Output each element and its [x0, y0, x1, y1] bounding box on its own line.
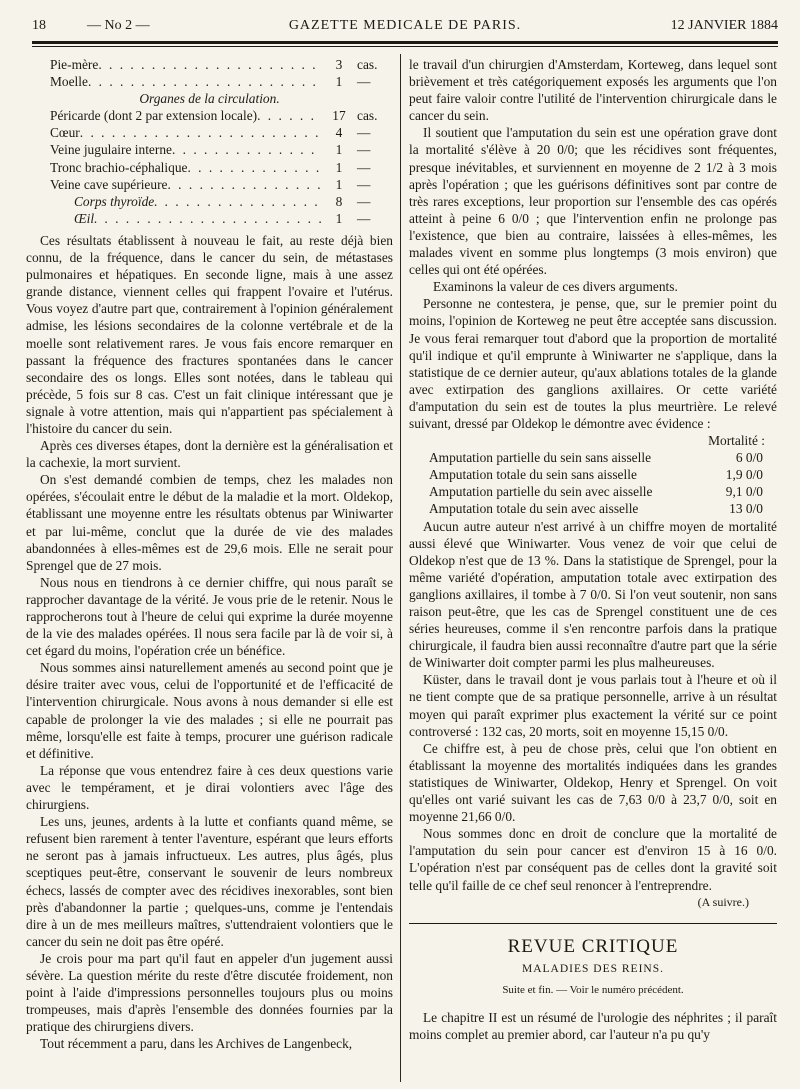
stats-row: Œil . . . 1 — — [26, 210, 393, 227]
issue-date: 12 JANVIER 1884 — [670, 18, 778, 33]
metastasis-table — [26, 56, 393, 227]
mortality-heading: Mortalité : — [708, 433, 765, 449]
stats-row: Corps thyroïde . . . 8 — — [26, 193, 393, 210]
mortality-row: Amputation partielle du sein sans aisselle 6 0/0 — [429, 450, 763, 466]
column-divider — [400, 54, 401, 1082]
mortality-row: Amputation totale du sein sans aisselle 1,9 0/0 — [429, 467, 763, 483]
stats-row: Veine jugulaire interne . . . 1 — — [26, 141, 393, 158]
section-rule — [409, 923, 777, 924]
paragraph: Aucun autre auteur n'est arrivé à un chiffre moyen de mortalité aussi élevé que Winiwarter. Vous venez de voir que celui de Oldekop n'est que de 13 %. Dans la statistique de Sprengel, pour la même variété d'opération, amputation totale avec extirpation des ganglions axillaires, il tombe à 7 0/0. Si l'on veut soutenir, non sans raison peut-être, que les cas de Sprengel constituent une de ces séries heureuses, comme il s'en rencontre parfois dans la pratique chirurgicale, il faudra bien aussi reconnaître d'autre part que la série de Winiwarter doit compter parmi les plus malheureuses. — [409, 518, 777, 671]
section-title: REVUE CRITIQUE — [507, 935, 679, 957]
paragraph: le travail d'un chirurgien d'Amsterdam, Korteweg, dans lequel sont brièvement et très catégoriquement exposés les arguments que l'on peut faire valoir contre l'utilité de l'intervention chirurgicale dans le cancer du sein. — [409, 57, 777, 124]
stats-row: Moelle . . . 1 — — [26, 73, 393, 90]
paragraph: La réponse que vous entendrez faire à ces deux questions varie avec le tempérament, et je dirai volontiers avec l'âge des chirurgiens. — [26, 762, 393, 813]
table-section-heading: Organes de la circulation. — [139, 91, 280, 107]
mortality-row: Amputation partielle du sein avec aisselle 9,1 0/0 — [429, 484, 763, 500]
page-number: 18 — [32, 18, 46, 33]
paragraph: Je crois pour ma part qu'il faut en appeler d'un jugement aussi sévère. La question mérite du reste d'être discutée froidement, non point à l'aide d'impressions personnelles toujours plus ou moins trompeuses, mais d'après l'ensemble des données fournies par la pratique des chirurgiens divers. — [26, 950, 393, 1035]
stats-row: Pie-mère . . . 3 cas. — [26, 56, 393, 73]
section-subtitle: MALADIES DES REINS. — [522, 962, 664, 975]
paragraph: Examinons la valeur de ces divers arguments. — [433, 279, 678, 295]
right-column — [409, 56, 777, 1043]
stats-row: Tronc brachio-céphalique . . . 1 — — [26, 159, 393, 176]
paragraph: Il soutient que l'amputation du sein est une opération grave dont la mortalité s'élève à 20 0/0; que les récidives sont fréquentes, presque inévitables, et surviennent en moyenne de 2 1/2 à 3 mois après l'opération ; que les guérisons définitives sont par contre de très rares exceptions, leur proportion sur l'ensemble des cas opérés atteint à peine 6 0/0 ; que l'intervention enfin ne prolonge pas l'existence, que bien au contraire, laissées à elles-mêmes, les malades vivent en somme plus longtemps (3 mois environ) que celles qui ont été opérées. — [409, 125, 777, 278]
stats-row: Veine cave supérieure . . . 1 — — [26, 176, 393, 193]
stats-row: Péricarde (dont 2 par extension locale) . . . 17 cas. — [26, 107, 393, 124]
paragraph: Küster, dans le travail dont je vous parlais tout à l'heure et où il ne tient compte que de sa pratique personnelle, arrive à un résultat moyen qui paraît exprimer plus exactement la vérité sur ce point controversé : 132 cas, 20 morts, soit en moyenne 15,15 0/0. — [409, 672, 777, 739]
paragraph: Nous nous en tiendrons à ce dernier chiffre, qui nous paraît se rapprocher davantage de la vérité. Je vous prie de le retenir. Nous le rapprocherons tout à l'heure de celui qui exprime la durée moyenne de la vie des malades opérées. Il nous sera facile par là de voir si, à cet égard du moins, l'opération crée un bénéfice. — [26, 574, 393, 659]
paragraph: On s'est demandé combien de temps, chez les malades non opérées, s'écoulait entre le début de la maladie et la mort. Oldekop, établissant une moyenne entre les résultats obtenus par Winiwarter et par lui-même, conclut que la durée de vie des malades abandonnées à elles-mêmes est de 29,6 mois. Elle ne serait pour Sprengel que de 27 mois. — [26, 472, 393, 573]
issue-number: — No 2 — — [87, 18, 150, 33]
paragraph: Les uns, jeunes, ardents à la lutte et confiants quand même, se refusent bien rarement à tenter l'aventure, espérant que leurs efforts ne seront pas à jamais infructueux. Les autres, plus âgés, plus sceptiques peut-être, conservant le souvenir de leurs nombreux échecs, lassés de compter avec des récidives inexorables, sont bien près d'abandonner la partie ; quelques-uns, comme je l'entendais dire à un de mes meilleurs maîtres, s'uttendraient volontiers que le cancer du sein ne doit pas être opéré. — [26, 814, 393, 949]
paragraph: Ces résultats établissent à nouveau le fait, au reste déjà bien connu, de la fréquence, dans le cancer du sein, de métastases pulmonaires et hépatiques. En seconde ligne, mais à une assez grande distance, viennent celles qui frappent l'ovaire et l'utérus. Vous voyez d'autre part que, contrairement à l'opinion généralement admise, les lésions secondaires de la colonne vertébrale et de la moelle sont relativement rares. Je vous fais encore remarquer en passant la fréquence des fractures spontanées dans le cancer secondaire des os longs. Elles sont notées, dans le tableau qui précède, 5 fois sur 8 cas. C'est un fait clinique intéressant que je signale à votre attention, mais qui n'appartient pas spécialement à l'histoire du cancer du sein. — [26, 232, 393, 436]
header-rule-thick — [32, 41, 778, 44]
header-rule-thin — [32, 46, 778, 47]
paragraph: Après ces diverses étapes, dont la dernière est la généralisation et la cachexie, la mort survient. — [26, 438, 393, 471]
paragraph: Tout récemment a paru, dans les Archives de Langenbeck, — [40, 1036, 353, 1052]
to-be-continued: (A suivre.) — [697, 894, 749, 909]
mortality-row: Amputation totale du sein avec aisselle 13 0/0 — [429, 501, 763, 517]
paragraph: Personne ne contestera, je pense, que, sur le premier point du moins, l'opinion de Korteweg ne peut être acceptée sans discussion. Je vous ferai remarquer tout d'abord que la proportion de mortalité qu'il indique et qu'il emprunte à Winiwarter ne s'applique, dans la statistique de ce dernier auteur, qu'aux ablations totales de la glande avec extirpation des ganglions axillaires. Or cette variété d'amputation du sein est de toutes la plus meurtrière. Le relevé suivant, dressé par Oldekop le démontre avec évidence : — [409, 296, 777, 431]
paragraph: Nous sommes ainsi naturellement amenés au second point que je désire traiter avec vous, celui de l'opportunité et de l'efficacité de l'intervention chirurgicale. Nous avons à nous demander si elle est capable de prolonger la vie des malades ; si elle ne pourrait pas même, lorsqu'elle est faite à temps, procurer une guérison radicale et définitive. — [26, 660, 393, 761]
section-note: Suite et fin. — Voir le numéro précédent. — [502, 983, 684, 996]
paragraph: Nous sommes donc en droit de conclure que la mortalité de l'amputation du sein pour cancer est d'environ 15 à 16 0/0. L'opération n'est par conséquent pas de celles dont la gravité soit telle qu'il faille de ce chef seul renoncer à l'entreprendre. — [409, 826, 777, 893]
paragraph: Ce chiffre est, à peu de chose près, celui que l'on obtient en établissant la moyenne des mortalités indiquées dans les grandes statistiques de Winiwarter, Oldekop, Henry et Sprengel. On voit qu'elles ont varié suivant les cas de 7,63 0/0 à 23,7 0/0, soit en moyenne 21,66 0/0. — [409, 740, 777, 825]
stats-row: Cœur . . . 4 — — [26, 124, 393, 141]
mortality-table — [409, 449, 777, 517]
paragraph: Le chapitre II est un résumé de l'urologie des néphrites ; il paraît moins complet au premier abord, car l'auteur n'a pu qu'y — [409, 1009, 777, 1043]
page-header — [32, 18, 778, 38]
left-column — [26, 56, 393, 1052]
journal-title: GAZETTE MEDICALE DE PARIS. — [288, 18, 522, 33]
